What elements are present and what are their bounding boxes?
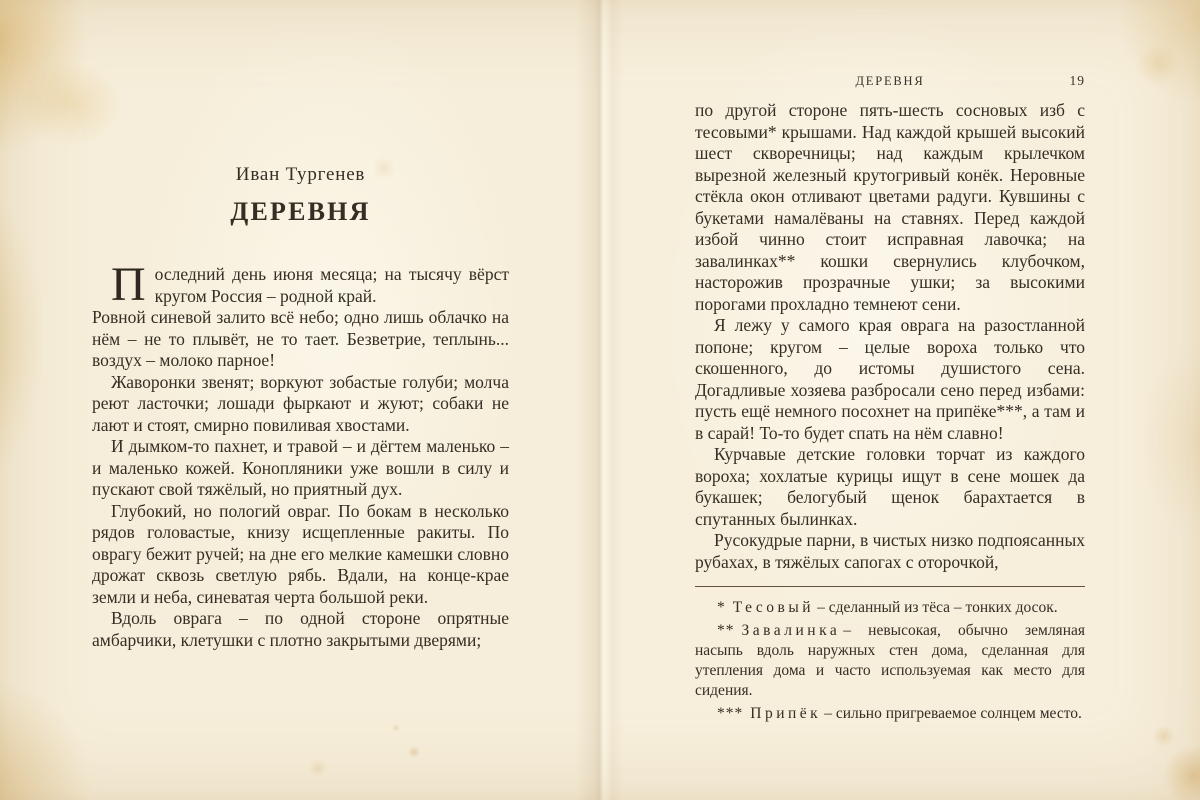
footnote-definition: – сделанный из тёса – тонких досок. (817, 599, 1058, 616)
footnote (695, 598, 1085, 618)
footnote-term: Завалинка (741, 622, 841, 639)
paragraph: Вдоль оврага – по одной стороне опрятные амбарчики, клетушки с плотно закрытыми дверями; (92, 608, 509, 650)
footnote (695, 621, 1085, 701)
running-header (695, 74, 1085, 94)
drop-cap: П (111, 258, 146, 311)
paragraph: Ровной синевой залито всё небо; одно лишь облачко на нём – не то плывёт, не то тает. Безветрие, теплынь... воздух – молоко парное! (92, 307, 509, 370)
opening-paragraph (92, 258, 509, 311)
page-number: 19 (1069, 73, 1085, 88)
page-right-body (695, 100, 1085, 727)
footnote-marker: ** (717, 622, 735, 639)
footnote-marker: * (717, 599, 726, 616)
paragraph: Русокудрые парни, в чистых низко подпоясанных рубахах, в тяжёлых сапогах с оторочкой, (695, 530, 1085, 572)
footnote-definition: – сильно пригреваемое солнцем место. (824, 705, 1082, 722)
paragraph: И дымком-то пахнет, и травой – и дёгтем маленько – и маленько кожей. Конопляники уже вошли в силу и пускают свой тяжёлый, но приятный дух. (92, 436, 509, 499)
footnote (695, 704, 1085, 724)
paragraph: Жаворонки звенят; воркуют зобастые голуби; молча реют ласточки; лошади фыркают и жуют; собаки не лают и стоят, смирно повиливая хвостами. (92, 371, 509, 435)
author-name: Иван Тургенев (235, 164, 366, 185)
paragraph: Глубокий, но пологий овраг. По бокам в несколько рядов головастые, книзу исщепленные ракиты. По оврагу бежит ручей; на дне его мелкие камешки словно дрожат сквозь светлую рябь. Вдали, на конце-крае земли и неба, синеватая черта большой реки. (92, 500, 509, 607)
page-left-body (92, 258, 509, 651)
footnote-rule (695, 586, 1085, 587)
story-title: ДЕРЕВНЯ (230, 197, 371, 226)
footnote-term: Тесовый (732, 599, 815, 616)
footnote-definition: – невысокая, обычно земляная насыпь вдоль наружных стен дома, сделанная для утепления дома и часто используемая как место для сидения. (695, 622, 1085, 699)
page-right (600, 0, 1200, 800)
footnote-term: Припёк (750, 705, 822, 722)
running-header-title: ДЕРЕВНЯ (855, 74, 925, 88)
footnote-marker: *** (717, 705, 744, 722)
footnotes-block (695, 586, 1085, 724)
opening-paragraph-text: оследний день июня месяца; на тысячу вёрст кругом Россия – родной край. (154, 264, 509, 306)
paragraph: Я лежу у самого края оврага на разостланной попоне; кругом – целые вороха только что скошенного, до истомы душистого сена. Догадливые хозяева разбросали сено перед избами: пусть ещё немного посохнет на припёке***, а там и в сарай! То-то будет спать на нём славно! (695, 315, 1085, 443)
paragraph: Курчавые детские головки торчат из каждого вороха; хохлатые курицы ищут в сене мошек да букашек; белогубый щенок барахтается в спутанных былинках. (695, 444, 1085, 529)
paragraph: по другой стороне пять-шесть сосновых изб с тесовыми* крышами. Над каждой крышей высокий шест скворечницы; над каждым крылечком вырезной железный крутогривый конёк. Неровные стёкла окон отливают цветами радуги. Кувшины с букетами намалёваны на ставнях. Перед каждой избой чинно стоит исправная лавочка; на завалинках** кошки свернулись клубочком, насторожив прозрачные ушки; за высокими порогами прохладно темнеют сени. (695, 100, 1085, 314)
